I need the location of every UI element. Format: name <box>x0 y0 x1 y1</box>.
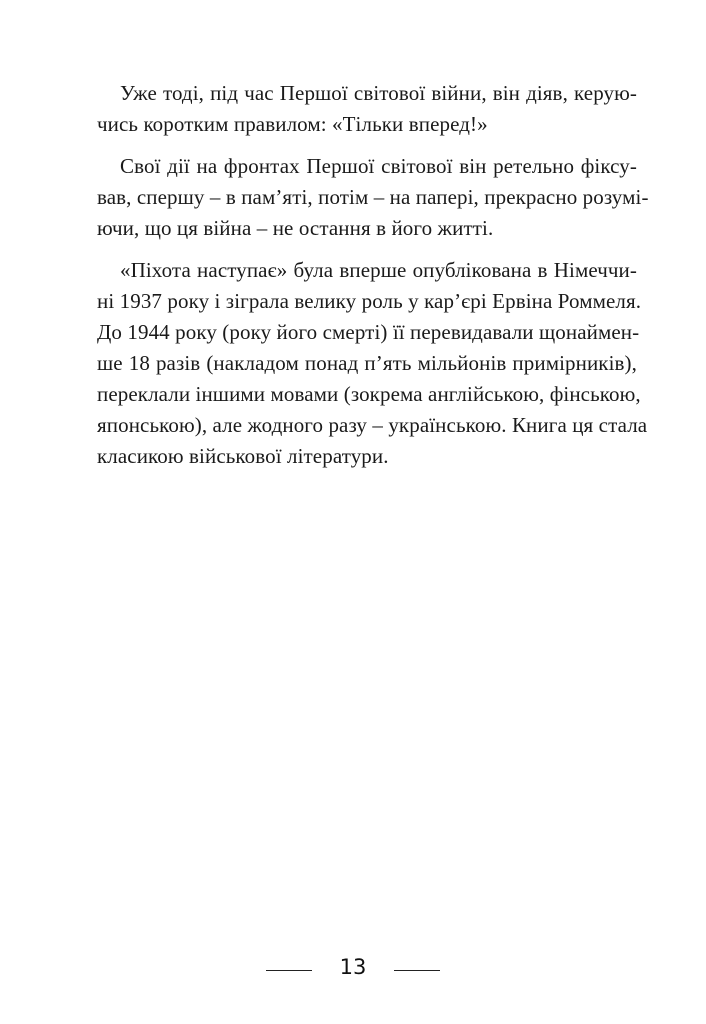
page-number: 13 <box>339 955 367 979</box>
page-footer <box>0 952 706 982</box>
footer-rule-right <box>394 970 440 971</box>
text-line: «Піхота наступає» була вперше опублікована в Німеччи- <box>120 258 637 282</box>
text-line: До 1944 року (року його смерті) її перевидавали щонаймен- <box>97 320 640 344</box>
text-line: вав, спершу – в пам’яті, потім – на папері, прекрасно розумі- <box>97 185 649 209</box>
paragraph-1 <box>97 78 637 140</box>
text-line: ючи, що ця війна – не остання в його житті. <box>97 216 494 240</box>
page-body <box>97 78 649 483</box>
text-line: Уже тоді, під час Першої світової війни, він діяв, керую- <box>120 81 637 105</box>
text-line: класикою військової літератури. <box>97 444 389 468</box>
text-line: ні 1937 року і зіграла велику роль у кар’єрі Ервіна Роммеля. <box>97 289 642 313</box>
text-line: Свої дії на фронтах Першої світової він ретельно фіксу- <box>120 154 637 178</box>
text-line: чись коротким правилом: «Тільки вперед!» <box>97 112 488 136</box>
paragraph-2 <box>97 151 649 244</box>
text-line: переклали іншими мовами (зокрема англійською, фінською, <box>97 382 641 406</box>
paragraph-3 <box>97 255 648 472</box>
footer-rule-left <box>266 970 312 971</box>
text-line: ше 18 разів (накладом понад п’ять мільйонів примірників), <box>97 351 637 375</box>
text-line: японською), але жодного разу – українською. Книга ця стала <box>97 413 648 437</box>
